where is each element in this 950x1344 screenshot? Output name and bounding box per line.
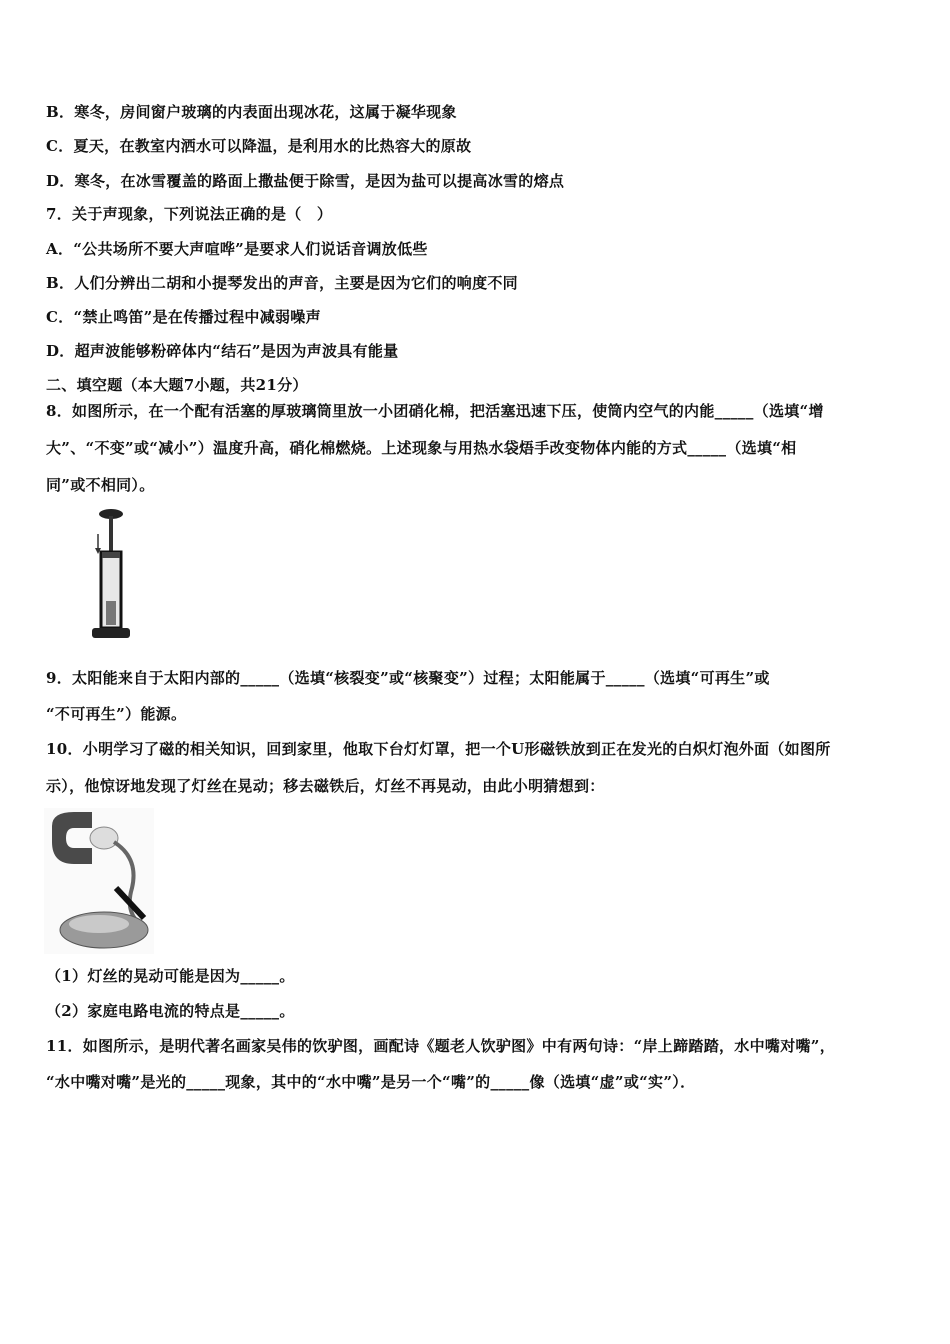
q6-option-c: C．夏天，在教室内洒水可以降温，是利用水的比热容大的原故 [46,137,472,155]
q8-line-3: 同”或不相同）。 [46,476,155,494]
q10-line-1: 10．小明学习了磁的相关知识，回到家里，他取下台灯灯罩，把一个U形磁铁放到正在发光的白炽灯泡外面（如图所 [46,740,831,758]
q10-sub-2: （2）家庭电路电流的特点是_____。 [46,1002,295,1020]
cylinder-base [92,628,130,638]
q7-option-a: A．“公共场所不要大声喧哗”是要求人们说话音调放低些 [46,240,428,258]
q6-option-b: B．寒冬，房间窗户玻璃的内表面出现冰花，这属于凝华现象 [46,103,457,121]
q8-line-2: 大”、“不变”或“减小”）温度升高，硝化棉燃烧。上述现象与用热水袋焐手改变物体内能的方式_____（选填“相 [46,439,797,457]
q9-line-2: “不可再生”）能源。 [46,705,187,723]
light-bulb [90,827,118,849]
q10-line-2: 示），他惊讶地发现了灯丝在晃动；移去磁铁后，灯丝不再晃动，由此小明猜想到： [46,777,605,795]
q11-line-2: “水中嘴对嘴”是光的_____现象，其中的“水中嘴”是另一个“嘴”的_____像（选填“虚”或“实”）． [46,1073,696,1091]
glass-cylinder-figure [88,506,134,646]
section-heading: 二、填空题（本大题7小题，共21分） [46,376,308,394]
q10-sub-1: （1）灯丝的晃动可能是因为_____。 [46,967,295,985]
q7-option-b: B．人们分辨出二胡和小提琴发出的声音，主要是因为它们的响度不同 [46,274,518,292]
desk-lamp-magnet-figure [44,808,154,954]
q7-option-d: D．超声波能够粉碎体内“结石”是因为声波具有能量 [46,342,399,360]
q6-option-d: D．寒冬，在冰雪覆盖的路面上撒盐便于除雪，是因为盐可以提高冰雪的熔点 [46,172,565,190]
q9-line-1: 9．太阳能来自于太阳内部的_____（选填“核裂变”或“核聚变”）过程；太阳能属于_____（选填“可再生”或 [46,669,770,687]
q8-line-1: 8．如图所示，在一个配有活塞的厚玻璃筒里放一小团硝化棉，把活塞迅速下压，使筒内空气的内能_____（选填“增 [46,402,824,420]
q11-line-1: 11．如图所示，是明代著名画家吴伟的饮驴图，画配诗《题老人饮驴图》中有两句诗：“岸上蹄踏踏，水中嘴对嘴”， [46,1037,836,1055]
q7-option-c: C．“禁止鸣笛”是在传播过程中减弱噪声 [46,308,321,326]
q7-stem: 7．关于声现象，下列说法正确的是（ ） [46,205,333,223]
